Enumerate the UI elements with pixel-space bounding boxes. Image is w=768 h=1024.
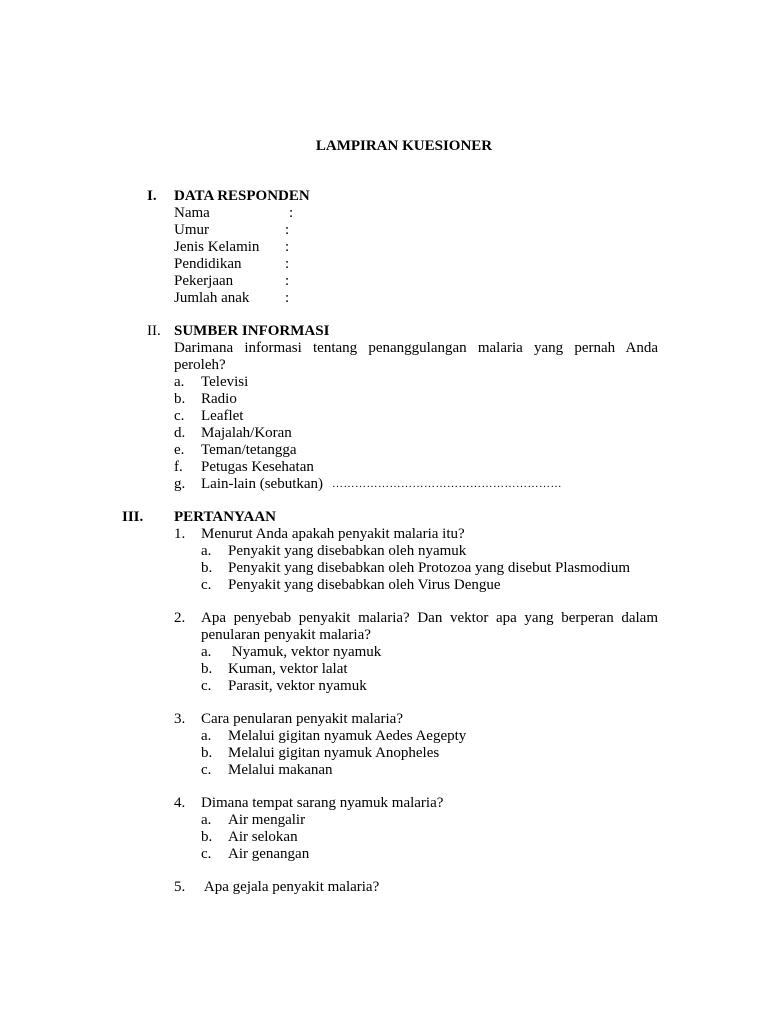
field-colon-jumlah-anak: : (285, 290, 290, 306)
option-text: Melalui makanan (228, 762, 333, 778)
question-number: 4. (174, 795, 186, 811)
option-text: Melalui gigitan nyamuk Aedes Aegepty (228, 728, 467, 744)
option-letter: b. (201, 829, 213, 845)
field-colon-pekerjaan: : (285, 273, 290, 289)
option-letter: a. (201, 644, 212, 660)
option-text: Parasit, vektor nyamuk (228, 678, 367, 694)
question-number: 3. (174, 711, 186, 727)
field-label-pekerjaan: Pekerjaan (174, 273, 234, 289)
option-letter: c. (201, 846, 212, 862)
option-letter: c. (201, 762, 212, 778)
option-letter: c. (201, 577, 212, 593)
option-text: Air genangan (228, 846, 310, 862)
section-2-numeral: II. (147, 323, 161, 339)
section-3-numeral: III. (122, 509, 144, 525)
question-text: Apa gejala penyakit malaria? (201, 879, 380, 895)
field-label-jenis-kelamin: Jenis Kelamin (174, 239, 260, 255)
option-letter: e. (174, 442, 185, 458)
option-text: Kuman, vektor lalat (228, 661, 348, 677)
field-colon-jenis-kelamin: : (285, 239, 290, 255)
question-text: Menurut Anda apakah penyakit malaria itu? (201, 526, 465, 542)
option-text: Lain-lain (sebutkan) (201, 476, 324, 492)
section-3-heading: PERTANYAAN (174, 509, 276, 525)
field-label-pendidikan: Pendidikan (174, 256, 242, 272)
field-colon-pendidikan: : (285, 256, 290, 272)
option-letter: d. (174, 425, 186, 441)
option-text: Majalah/Koran (201, 425, 292, 441)
option-letter: b. (174, 391, 186, 407)
option-letter: a. (174, 374, 185, 390)
section-2-heading: SUMBER INFORMASI (174, 323, 330, 339)
option-text: Penyakit yang disebabkan oleh Protozoa yang disebut Plasmodium (228, 560, 631, 576)
page-title: LAMPIRAN KUESIONER (315, 138, 493, 154)
option-text: Nyamuk, vektor nyamuk (228, 644, 382, 660)
option-text: Petugas Kesehatan (201, 459, 314, 475)
option-text: Radio (201, 391, 237, 407)
option-text: Air mengalir (228, 812, 306, 828)
field-colon-nama: : (289, 205, 294, 221)
option-letter: c. (174, 408, 185, 424)
question-text-line2: penularan penyakit malaria? (201, 627, 371, 643)
section-2-question-line2: peroleh? (174, 357, 226, 373)
option-letter: b. (201, 560, 213, 576)
option-text: Melalui gigitan nyamuk Anopheles (228, 745, 440, 761)
option-letter: b. (201, 745, 213, 761)
field-label-nama: Nama (174, 205, 210, 221)
question-text: Cara penularan penyakit malaria? (201, 711, 403, 727)
question-number: 1. (174, 526, 186, 542)
option-text: Penyakit yang disebabkan oleh Virus Dengue (228, 577, 501, 593)
option-text: Teman/tetangga (201, 442, 297, 458)
option-text: Televisi (201, 374, 249, 390)
field-label-jumlah-anak: Jumlah anak (174, 290, 250, 306)
option-letter: f. (174, 459, 183, 475)
section-1-heading: DATA RESPONDEN (174, 188, 310, 204)
option-letter: a. (201, 728, 212, 744)
fill-in-dots: …………………………………………………… (332, 478, 562, 490)
section-1-numeral: I. (147, 188, 157, 204)
option-letter: a. (201, 812, 212, 828)
option-text: Penyakit yang disebabkan oleh nyamuk (228, 543, 467, 559)
question-number: 2. (174, 610, 186, 626)
option-letter: b. (201, 661, 213, 677)
option-letter: g. (174, 476, 186, 492)
option-letter: c. (201, 678, 212, 694)
option-text: Leaflet (201, 408, 244, 424)
question-text: Apa penyebab penyakit malaria? Dan vektor apa yang berperan dalam (201, 610, 658, 626)
option-letter: a. (201, 543, 212, 559)
question-number: 5. (174, 879, 186, 895)
option-text: Air selokan (228, 829, 298, 845)
question-text: Dimana tempat sarang nyamuk malaria? (201, 795, 444, 811)
field-label-umur: Umur (174, 222, 209, 238)
field-colon-umur: : (285, 222, 290, 238)
section-2-question-line1: Darimana informasi tentang penanggulangan malaria yang pernah Anda (174, 340, 658, 356)
